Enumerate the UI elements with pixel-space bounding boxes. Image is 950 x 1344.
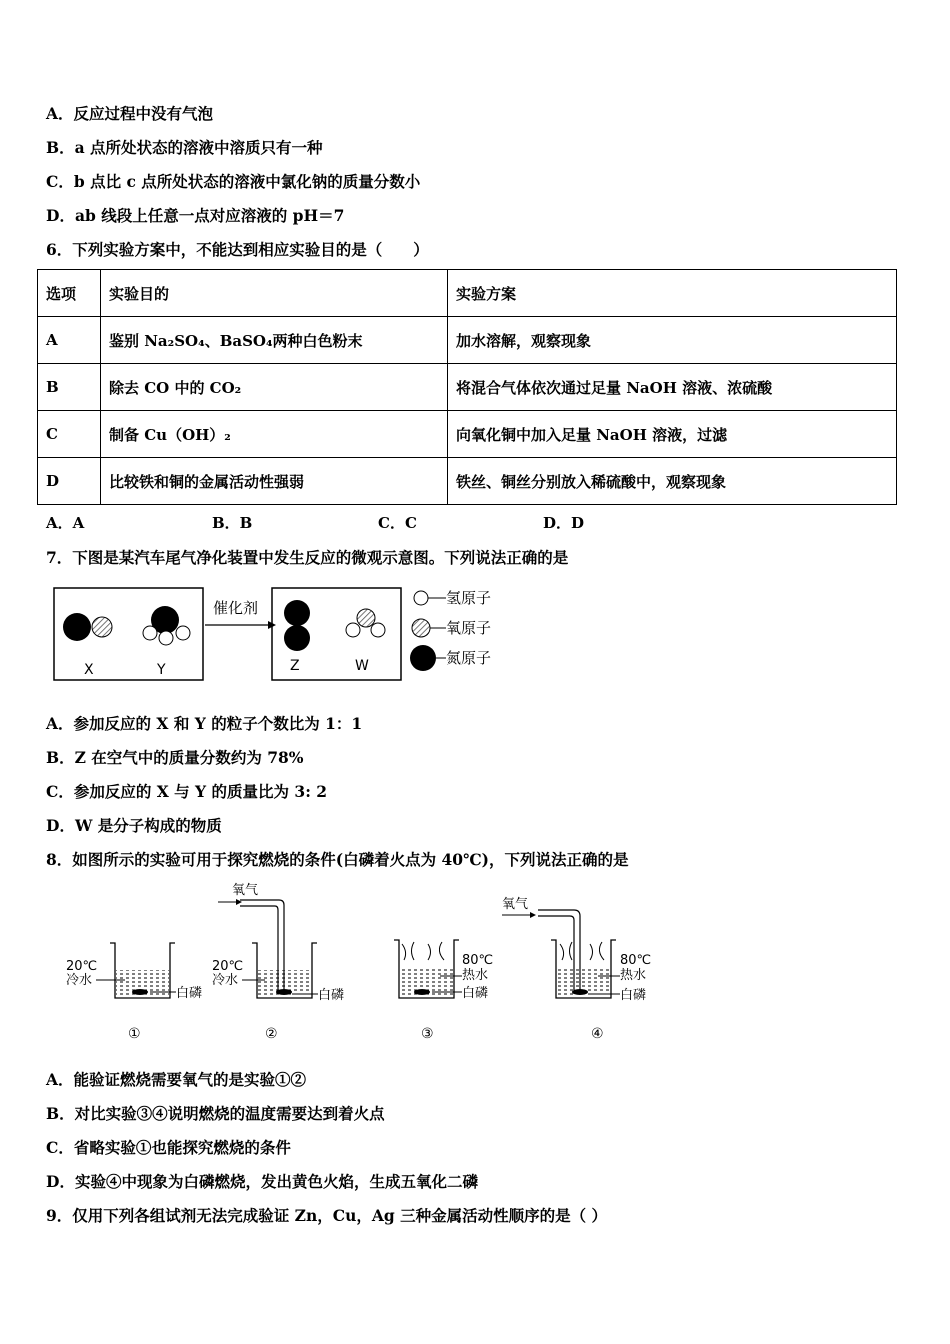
q5-option-a: A．反应过程中没有气泡	[46, 104, 214, 123]
cell-purpose: 鉴别 Na₂SO₄、BaSO₄两种白色粉末	[101, 317, 448, 364]
beaker1-num: ①	[128, 1026, 141, 1042]
beaker2-water: 冷水	[212, 973, 239, 988]
q5-option-d: D．ab 线段上任意一点对应溶液的 pH＝7	[46, 206, 345, 225]
beaker-4	[502, 897, 651, 1042]
q8-option-c: C．省略实验①也能探究燃烧的条件	[46, 1138, 291, 1157]
table-row	[38, 458, 897, 505]
q7-option-a: A．参加反应的 X 和 Y 的粒子个数比为 1：1	[46, 714, 363, 733]
beaker-1	[66, 943, 202, 1042]
q8-stem: 8．如图所示的实验可用于探究燃烧的条件(白磷着火点为 40℃)，下列说法正确的是	[46, 850, 629, 869]
w-oxygen-atom	[357, 609, 375, 627]
beaker1-phosphorus: 白磷	[176, 986, 203, 1001]
y-hydrogen-atom	[143, 626, 157, 640]
catalyst-label: 催化剂	[213, 599, 259, 617]
beaker-2	[212, 883, 344, 1042]
table-row	[38, 364, 897, 411]
beaker3-temp: 80℃	[462, 953, 494, 968]
legend-oxygen-icon	[412, 619, 430, 637]
y-hydrogen-atom	[176, 626, 190, 640]
q7-option-c: C．参加反应的 X 与 Y 的质量比为 3: 2	[46, 782, 328, 801]
y-hydrogen-atom	[159, 631, 173, 645]
z-nitrogen-atom	[284, 600, 310, 626]
legend-oxygen: 氧原子	[446, 619, 492, 637]
cell-purpose: 除去 CO 中的 CO₂	[101, 364, 448, 411]
header-plan: 实验方案	[448, 270, 897, 317]
beaker3-num: ③	[421, 1026, 434, 1042]
table-header-row	[38, 270, 897, 317]
q7-option-d: D．W 是分子构成的物质	[46, 816, 222, 835]
w-hydrogen-atom	[346, 623, 360, 637]
beaker4-water: 热水	[620, 968, 647, 983]
beaker4-oxygen: 氧气	[502, 897, 529, 912]
x-oxygen-atom	[92, 617, 112, 637]
q6-option-d: D．D	[543, 514, 585, 532]
q8-option-d: D．实验④中现象为白磷燃烧，发出黄色火焰，生成五氧化二磷	[46, 1172, 478, 1191]
label-z: Z	[290, 658, 300, 674]
header-purpose: 实验目的	[101, 270, 448, 317]
q8-option-a: A．能验证燃烧需要氧气的是实验①②	[46, 1070, 307, 1089]
q8-experiment-diagram	[0, 880, 700, 1050]
cell-option: B	[38, 364, 101, 411]
q7-stem: 7．下图是某汽车尾气净化装置中发生反应的微观示意图。下列说法正确的是	[46, 548, 569, 567]
cell-option: D	[38, 458, 101, 505]
q6-option-c: C．C	[378, 514, 417, 532]
table-row	[38, 411, 897, 458]
beaker3-phosphorus: 白磷	[462, 986, 489, 1001]
legend-hydrogen: 氢原子	[446, 589, 492, 607]
header-option: 选项	[38, 270, 101, 317]
beaker1-water: 冷水	[66, 973, 93, 988]
beaker1-temp: 20℃	[66, 959, 98, 974]
q7-option-b: B．Z 在空气中的质量分数约为 78%	[46, 748, 304, 767]
beaker2-num: ②	[265, 1026, 278, 1042]
cell-plan: 铁丝、铜丝分别放入稀硫酸中，观察现象	[448, 458, 897, 505]
legend-nitrogen: 氮原子	[446, 649, 492, 667]
w-hydrogen-atom	[371, 623, 385, 637]
q9-stem: 9．仅用下列各组试剂无法完成验证 Zn，Cu，Ag 三种金属活动性顺序的是（ ）	[46, 1206, 608, 1225]
beaker2-oxygen: 氧气	[232, 883, 259, 898]
cell-plan: 将混合气体依次通过足量 NaOH 溶液、浓硫酸	[448, 364, 897, 411]
q6-option-a: A．A	[46, 514, 85, 532]
beaker4-phosphorus: 白磷	[620, 988, 647, 1003]
q5-option-b: B．a 点所处状态的溶液中溶质只有一种	[46, 138, 323, 157]
x-nitrogen-atom	[63, 613, 91, 641]
q6-option-b: B．B	[212, 514, 253, 532]
cell-option: C	[38, 411, 101, 458]
q5-option-c: C．b 点比 c 点所处状态的溶液中氯化钠的质量分数小	[46, 172, 421, 191]
beaker4-temp: 80℃	[620, 953, 652, 968]
beaker3-water: 热水	[462, 968, 489, 983]
label-y: Y	[157, 662, 166, 678]
cell-plan: 加水溶解，观察现象	[448, 317, 897, 364]
label-x: X	[84, 662, 94, 678]
table-row	[38, 317, 897, 364]
q6-stem: 6．下列实验方案中，不能达到相应实验目的是（ ）	[46, 240, 429, 259]
q6-table	[37, 269, 897, 505]
cell-purpose: 比较铁和铜的金属活动性强弱	[101, 458, 448, 505]
label-w: W	[355, 658, 369, 674]
beaker2-phosphorus: 白磷	[318, 988, 345, 1003]
beaker-3	[394, 940, 493, 1042]
beaker2-temp: 20℃	[212, 959, 244, 974]
z-nitrogen-atom	[284, 625, 310, 651]
cell-option: A	[38, 317, 101, 364]
beaker4-num: ④	[591, 1026, 604, 1042]
legend-hydrogen-icon	[414, 591, 428, 605]
q7-molecule-diagram	[0, 580, 520, 690]
cell-purpose: 制备 Cu（OH）₂	[101, 411, 448, 458]
cell-plan: 向氧化铜中加入足量 NaOH 溶液，过滤	[448, 411, 897, 458]
q8-option-b: B．对比实验③④说明燃烧的温度需要达到着火点	[46, 1104, 385, 1123]
legend-nitrogen-icon	[410, 645, 436, 671]
